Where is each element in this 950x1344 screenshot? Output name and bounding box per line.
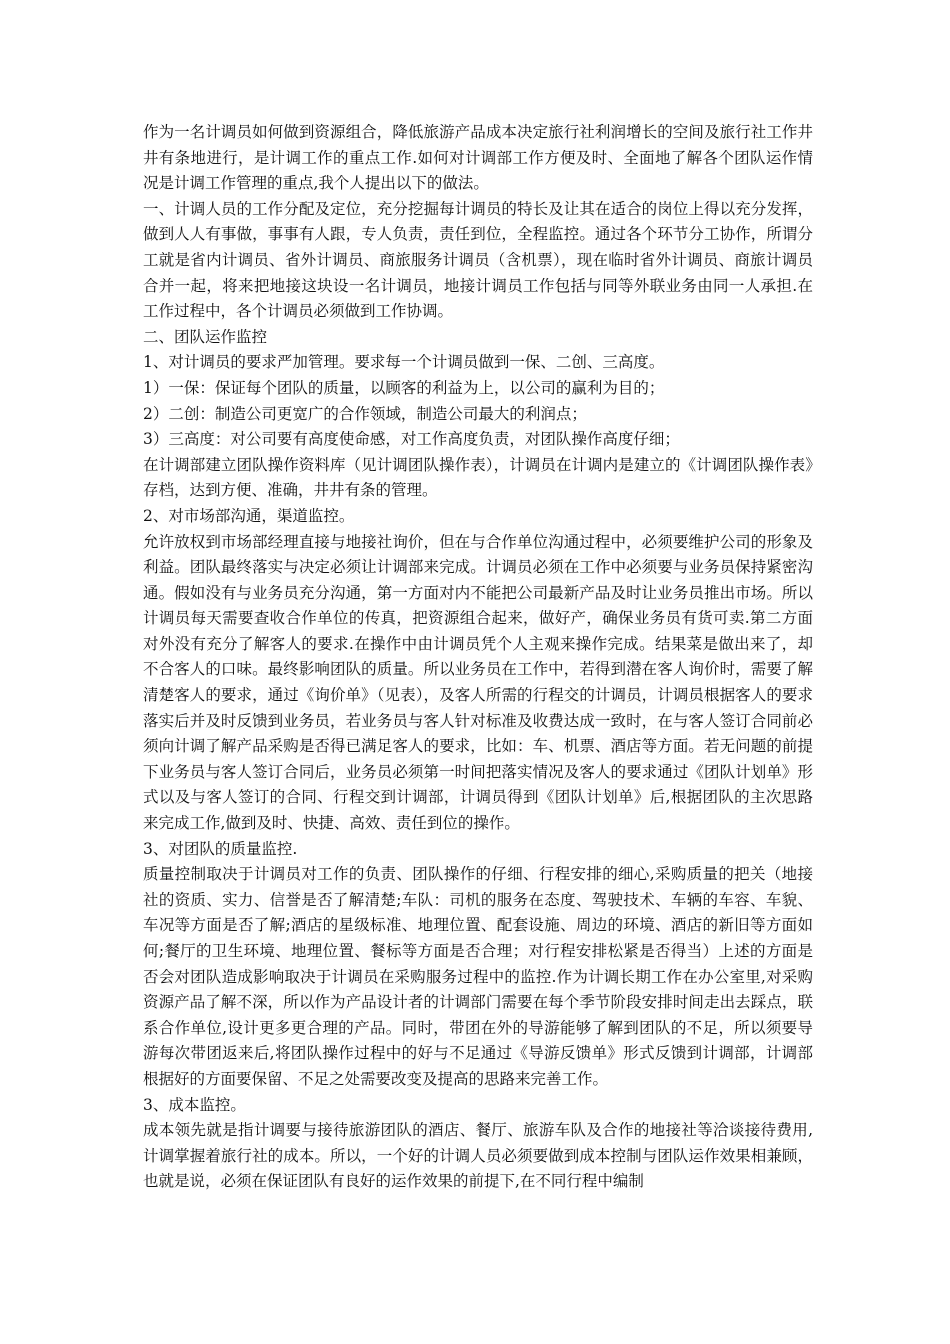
subsection-2-heading: 2、对市场部沟通，渠道监控。 (143, 506, 355, 525)
list-item-one-guarantee: 1）一保：保证每个团队的质量，以顾客的利益为上，以公司的赢利为目的； (143, 378, 665, 397)
intro-paragraph: 作为一名计调员如何做到资源组合，降低旅游产品成本决定旅行社利润增长的空间及旅行社工作井井有条地进行，是计调工作的重点工作.如何对计调部工作方便及时、全面地了解各个团队运作情况是计调工作管理的重点,我个人提出以下的做法。 (143, 123, 813, 193)
section-two-heading: 二、团队运作监控 (143, 327, 268, 346)
list-item-two-create: 2）二创：制造公司更宽广的合作领域，制造公司最大的利润点； (143, 404, 587, 423)
market-communication-paragraph: 允许放权到市场部经理直接与地接社询价，但在与合作单位沟通过程中，必须要维护公司的形象及利益。团队最终落实与决定必须让计调部来完成。计调员必须在工作中必须要与业务员保持紧密沟通。假如没有与业务员充分沟通，第一方面对内不能把公司最新产品及时让业务员推出市场。所以计调员每天需要查收合作单位的传真，把资源组合起来，做好产，确保业务员有货可卖.第二方面对外没有充分了解客人的要求.在操作中由计调员凭个人主观来操作完成。结果菜是做出来了，却不合客人的口味。最终影响团队的质量。所以业务员在工作中，若得到潜在客人询价时，需要了解清楚客人的要求，通过《询价单》（见表），及客人所需的行程交的计调员，计调员根据客人的要求落实后并及时反馈到业务员，若业务员与客人针对标准及收费达成一致时，在与客人签订合同前必须向计调了解产品采购是否得已满足客人的要求，比如：车、机票、酒店等方面。若无问题的前提下业务员与客人签订合同后，业务员必须第一时间把落实情况及客人的要求通过《团队计划单》形式以及与客人签订的合同、行程交到计调部，计调员得到《团队计划单》后,根据团队的主次思路来完成工作,做到及时、快捷、高效、责任到位的操作。 (143, 532, 813, 833)
database-paragraph: 在计调部建立团队操作资料库（见计调团队操作表），计调员在计调内是建立的《计调团队操作表》存档，达到方便、准确，井井有条的管理。 (143, 455, 813, 500)
section-one-paragraph: 一、计调人员的工作分配及定位，充分挖掘每计调员的特长及让其在适合的岗位上得以充分发挥，做到人人有事做，事事有人跟，专人负责，责任到位，全程监控。通过各个环节分工协作，所谓分工就是省内计调员、省外计调员、商旅服务计调员（含机票），现在临时省外计调员、商旅计调员合并一起，将来把地接这块设一名计调员，地接计调员工作包括与同等外联业务由同一人承担.在工作过程中，各个计调员必须做到工作协调。 (143, 199, 813, 321)
list-item-three-heights: 3）三高度：对公司要有高度使命感，对工作高度负责，对团队操作高度仔细； (143, 430, 680, 449)
cost-control-paragraph: 成本领先就是指计调要与接待旅游团队的酒店、餐厅、旅游车队及合作的地接社等洽谈接待费用,计调掌握着旅行社的成本。所以，一个好的计调人员必须要做到成本控制与团队运作效果相兼顾，也就是说，必须在保证团队有良好的运作效果的前提下,在不同行程中编制 (143, 1121, 813, 1191)
subsection-cost-heading: 3、成本监控。 (143, 1095, 246, 1114)
subsection-1-heading: 1、对计调员的要求严加管理。要求每一个计调员做到一保、二创、三高度。 (143, 353, 665, 372)
subsection-3-heading: 3、对团队的质量监控. (143, 839, 298, 858)
quality-control-paragraph: 质量控制取决于计调员对工作的负责、团队操作的仔细、行程安排的细心,采购质量的把关（地接社的资质、实力、信誉是否了解清楚;车队：司机的服务在态度、驾驶技术、车辆的车容、车貌、车况等方面是否了解;酒店的星级标准、地理位置、配套设施、周边的环境、酒店的新旧等方面如何;餐厅的卫生环境、地理位置、餐标等方面是否合理；对行程安排松紧是否得当）上述的方面是否会对团队造成影响取决于计调员在采购服务过程中的监控.作为计调长期工作在办公室里,对采购资源产品了解不深，所以作为产品设计者的计调部门需要在每个季节阶段安排时间走出去踩点，联系合作单位,设计更多更合理的产品。同时，带团在外的导游能够了解到团队的不足，所以须要导游每次带团返来后,将团队操作过程中的好与不足通过《导游反馈单》形式反馈到计调部，计调部根据好的方面要保留、不足之处需要改变及提高的思路来完善工作。 (143, 865, 813, 1088)
document-page (143, 120, 813, 1195)
